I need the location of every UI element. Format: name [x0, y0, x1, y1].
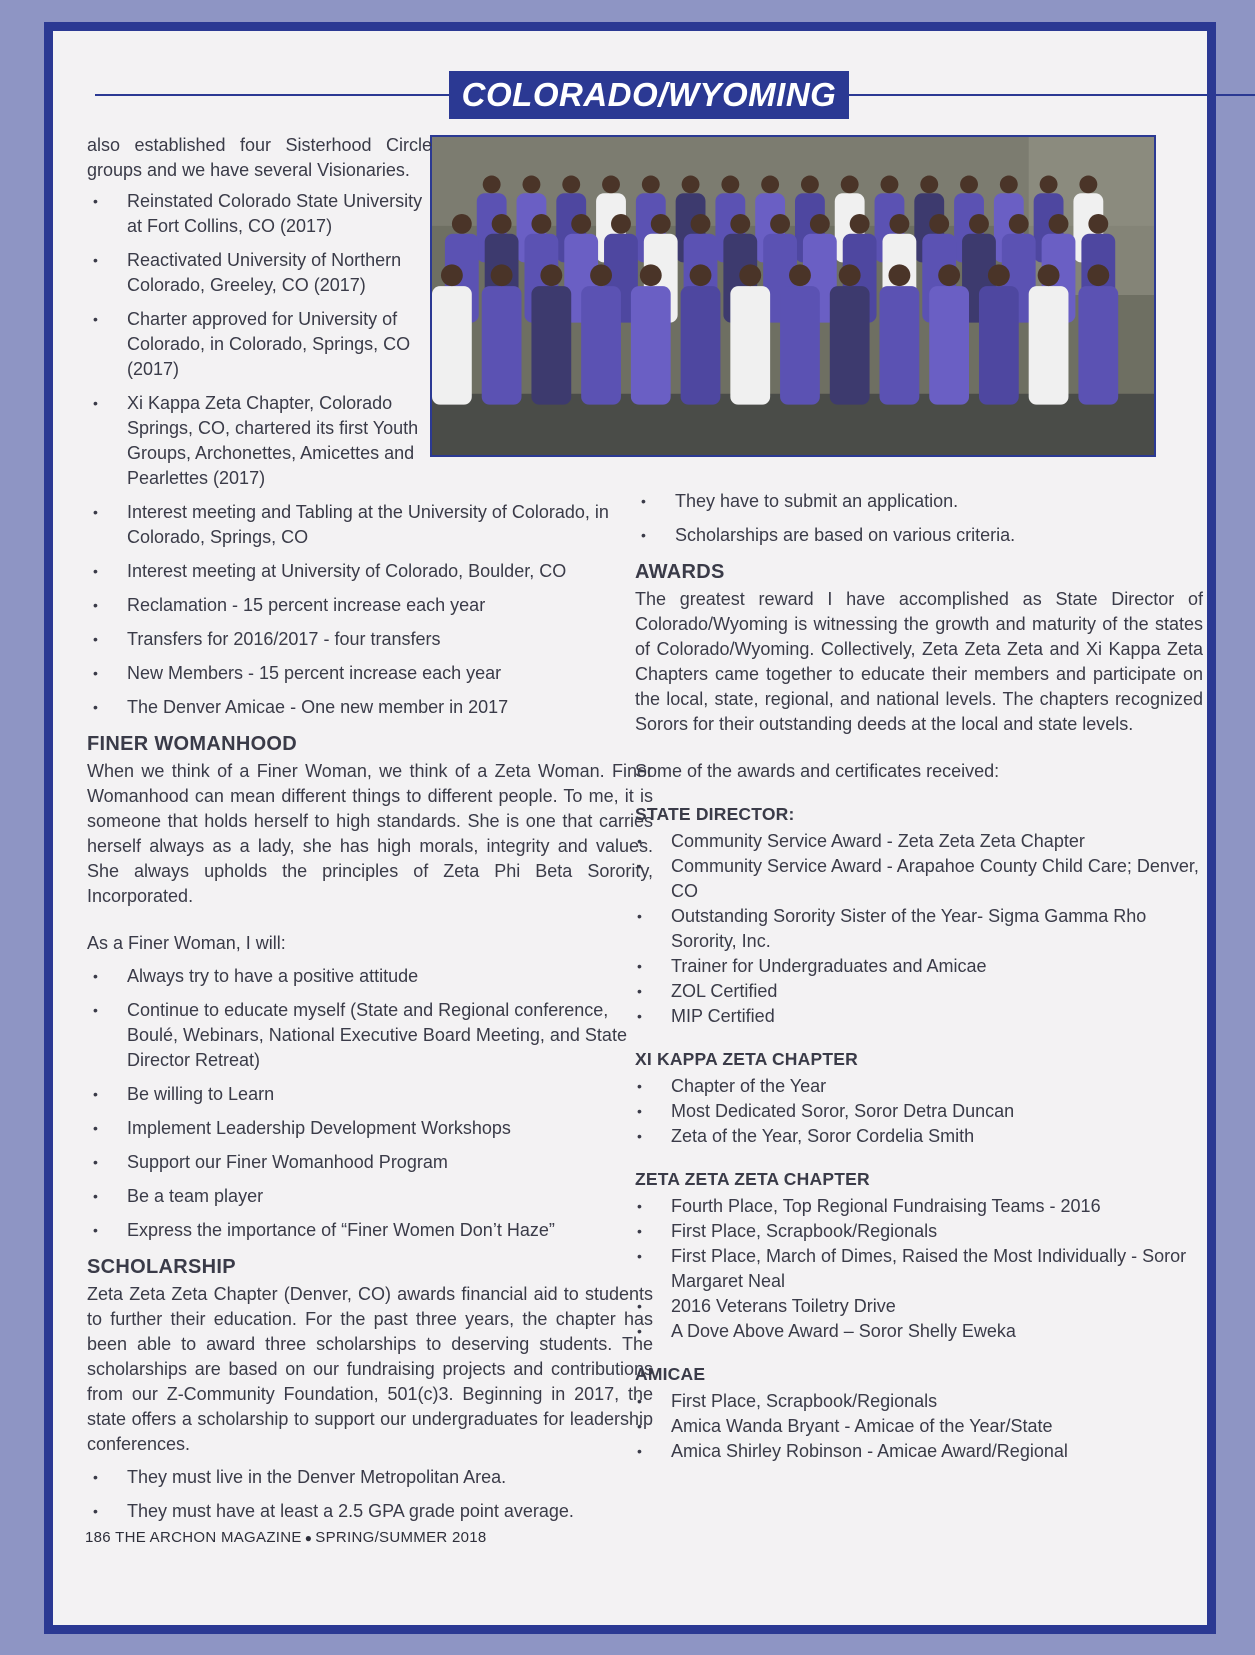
list-item: • Xi Kappa Zeta Chapter, Colorado Springs, CO, chartered its first Youth Groups, Archonettes, Amicettes and Pearlettes (2017): [87, 391, 432, 491]
person-head: [1087, 264, 1109, 286]
person-head: [1000, 176, 1018, 194]
finer-womanhood-lead: As a Finer Woman, I will:: [87, 933, 286, 953]
list-item: • Transfers for 2016/2017 - four transfers: [87, 627, 653, 652]
list-item: • First Place, Scrapbook/Regionals: [635, 1389, 1203, 1414]
list-item: • Support our Finer Womanhood Program: [87, 1150, 653, 1175]
person-head: [938, 264, 960, 286]
achievements-list-wide: [87, 500, 653, 720]
list-item: • Interest meeting at University of Colorado, Boulder, CO: [87, 559, 653, 584]
list-item: • Charter approved for University of Colorado, in Colorado, Springs, CO (2017): [87, 307, 432, 382]
list-item: • Scholarships are based on various criteria.: [635, 523, 1203, 548]
person-figure: [780, 286, 820, 405]
issue-name: SPRING/SUMMER 2018: [315, 1529, 487, 1546]
list-item: • Be willing to Learn: [87, 1082, 653, 1107]
person-head: [929, 214, 949, 234]
person-figure: [880, 286, 920, 405]
person-head: [1049, 214, 1069, 234]
person-figure: [681, 286, 721, 405]
person-head: [850, 214, 870, 234]
list-item: • New Members - 15 percent increase each year: [87, 661, 653, 686]
list-item: • Amica Wanda Bryant - Amicae of the Year/State: [635, 1414, 1203, 1439]
list-item: • Interest meeting and Tabling at the University of Colorado, in Colorado, Springs, CO: [87, 500, 653, 550]
person-head: [839, 264, 861, 286]
person-head: [920, 176, 938, 194]
person-figure: [929, 286, 969, 405]
person-head: [988, 264, 1010, 286]
magazine-page: [44, 22, 1216, 1634]
list-item: • Most Dedicated Soror, Soror Detra Duncan: [635, 1099, 1203, 1124]
scholarship-heading: SCHOLARSHIP: [87, 1256, 236, 1278]
left-column: [87, 133, 653, 1533]
person-head: [889, 214, 909, 234]
list-item: • Fourth Place, Top Regional Fundraising Teams - 2016: [635, 1194, 1203, 1219]
finer-womanhood-heading: FINER WOMANHOOD: [87, 733, 298, 755]
awards-heading: AWARDS: [635, 561, 725, 583]
list-item: • Reinstated Colorado State University at Fort Collins, CO (2017): [87, 189, 432, 239]
list-item: • MIP Certified: [635, 1004, 1203, 1029]
list-item: • Implement Leadership Development Workshops: [87, 1116, 653, 1141]
person-head: [789, 264, 811, 286]
right-column: [635, 489, 1203, 1464]
magazine-name: THE ARCHON MAGAZINE: [115, 1529, 302, 1546]
list-item: • Chapter of the Year: [635, 1074, 1203, 1099]
list-item: • Reactivated University of Northern Colorado, Greeley, CO (2017): [87, 248, 432, 298]
state-director-heading: STATE DIRECTOR:: [635, 804, 795, 824]
list-item: • Outstanding Sorority Sister of the Year- Sigma Gamma Rho Sorority, Inc.: [635, 904, 1203, 954]
list-item: • Continue to educate myself (State and Regional conference, Boulé, Webinars, National Executive Board Meeting, and State Director Retreat): [87, 998, 653, 1073]
page-number: 186: [85, 1529, 111, 1546]
awards-paragraph: The greatest reward I have accomplished as State Director of Colorado/Wyoming is witnessing the growth and maturity of the states of Colorado/Wyoming. Collectively, Zeta Zeta Zeta and Xi Kappa Zeta Chapters came together to educate their members and participate on the local, state, regional, and national levels. The chapters recognized Sorors for their outstanding deeds at the local and state levels.: [635, 589, 1203, 734]
finer-womanhood-paragraph: When we think of a Finer Woman, we think of a Zeta Woman. Finer Womanhood can mean different things to different people. To me, it is someone that holds herself to high standards. She is one that carries herself always as a lady, she has high morals, integrity and values. She always upholds the principles of Zeta Phi Beta Sorority, Incorporated.: [87, 761, 653, 906]
xi-kappa-zeta-heading: XI KAPPA ZETA CHAPTER: [635, 1049, 858, 1069]
list-item: • They must live in the Denver Metropolitan Area.: [87, 1465, 653, 1490]
person-head: [881, 176, 899, 194]
person-head: [770, 214, 790, 234]
person-head: [651, 214, 671, 234]
person-figure: [830, 286, 870, 405]
amicae-list: [635, 1389, 1203, 1464]
page-footer: [85, 1529, 487, 1546]
achievements-list-narrow: [87, 189, 653, 491]
list-item: • Reclamation - 15 percent increase each year: [87, 593, 653, 618]
list-item: • Amica Shirley Robinson - Amicae Award/Regional: [635, 1439, 1203, 1464]
person-head: [739, 264, 761, 286]
list-item: • The Denver Amicae - One new member in 2017: [87, 695, 653, 720]
header-rule-left: [95, 94, 495, 96]
list-item: • Community Service Award - Zeta Zeta Zeta Chapter: [635, 829, 1203, 854]
person-figure: [730, 286, 770, 405]
page-title: COLORADO/WYOMING: [449, 71, 849, 119]
person-figure: [1078, 286, 1118, 405]
scholarship-list-continued: [635, 489, 1203, 548]
person-head: [810, 214, 830, 234]
list-item: • Zeta of the Year, Soror Cordelia Smith: [635, 1124, 1203, 1149]
xi-kappa-zeta-list: [635, 1074, 1203, 1149]
amicae-heading: AMICAE: [635, 1364, 706, 1384]
list-item: • Express the importance of “Finer Women Don’t Haze”: [87, 1218, 653, 1243]
person-head: [1040, 176, 1058, 194]
person-head: [690, 264, 712, 286]
person-head: [960, 176, 978, 194]
person-head: [1079, 176, 1097, 194]
list-item: • ZOL Certified: [635, 979, 1203, 1004]
list-item: • A Dove Above Award – Soror Shelly Eweka: [635, 1319, 1203, 1344]
bullet-separator-icon: ●: [304, 1531, 313, 1545]
person-figure: [979, 286, 1019, 405]
state-director-list: [635, 829, 1203, 1029]
person-head: [721, 176, 739, 194]
intro-paragraph: also established four Sisterhood Circle groups and we have several Visionaries.: [87, 135, 432, 180]
person-head: [1009, 214, 1029, 234]
person-head: [841, 176, 859, 194]
list-item: • Be a team player: [87, 1184, 653, 1209]
zeta-zeta-zeta-list: [635, 1194, 1203, 1344]
list-item: • Always try to have a positive attitude: [87, 964, 653, 989]
person-head: [761, 176, 779, 194]
scholarship-paragraph: Zeta Zeta Zeta Chapter (Denver, CO) awards financial aid to students to further their education. For the past three years, the chapter has been able to award three scholarships to deserving students. The scholarships are based on our fundraising projects and contributions from our Z-Community Foundation, 501(c)3. Beginning in 2017, the state offers a scholarship to support our undergraduates for leadership conferences.: [87, 1284, 653, 1454]
person-head: [801, 176, 819, 194]
finer-womanhood-list: [87, 964, 653, 1243]
person-head: [682, 176, 700, 194]
list-item: • 2016 Veterans Toiletry Drive: [635, 1294, 1203, 1319]
person-head: [888, 264, 910, 286]
person-head: [691, 214, 711, 234]
header-rule-right: [843, 94, 1255, 96]
zeta-zeta-zeta-heading: ZETA ZETA ZETA CHAPTER: [635, 1169, 870, 1189]
list-item: • First Place, Scrapbook/Regionals: [635, 1219, 1203, 1244]
person-head: [730, 214, 750, 234]
list-item: • Trainer for Undergraduates and Amicae: [635, 954, 1203, 979]
list-item: • They have to submit an application.: [635, 489, 1203, 514]
person-head: [1088, 214, 1108, 234]
list-item: • They must have at least a 2.5 GPA grade point average.: [87, 1499, 653, 1524]
person-figure: [1029, 286, 1069, 405]
person-head: [1038, 264, 1060, 286]
awards-lead: Some of the awards and certificates received:: [635, 761, 1000, 781]
list-item: • Community Service Award - Arapahoe County Child Care; Denver, CO: [635, 854, 1203, 904]
scholarship-list: [87, 1465, 653, 1524]
person-head: [969, 214, 989, 234]
list-item: • First Place, March of Dimes, Raised the Most Individually - Soror Margaret Neal: [635, 1244, 1203, 1294]
